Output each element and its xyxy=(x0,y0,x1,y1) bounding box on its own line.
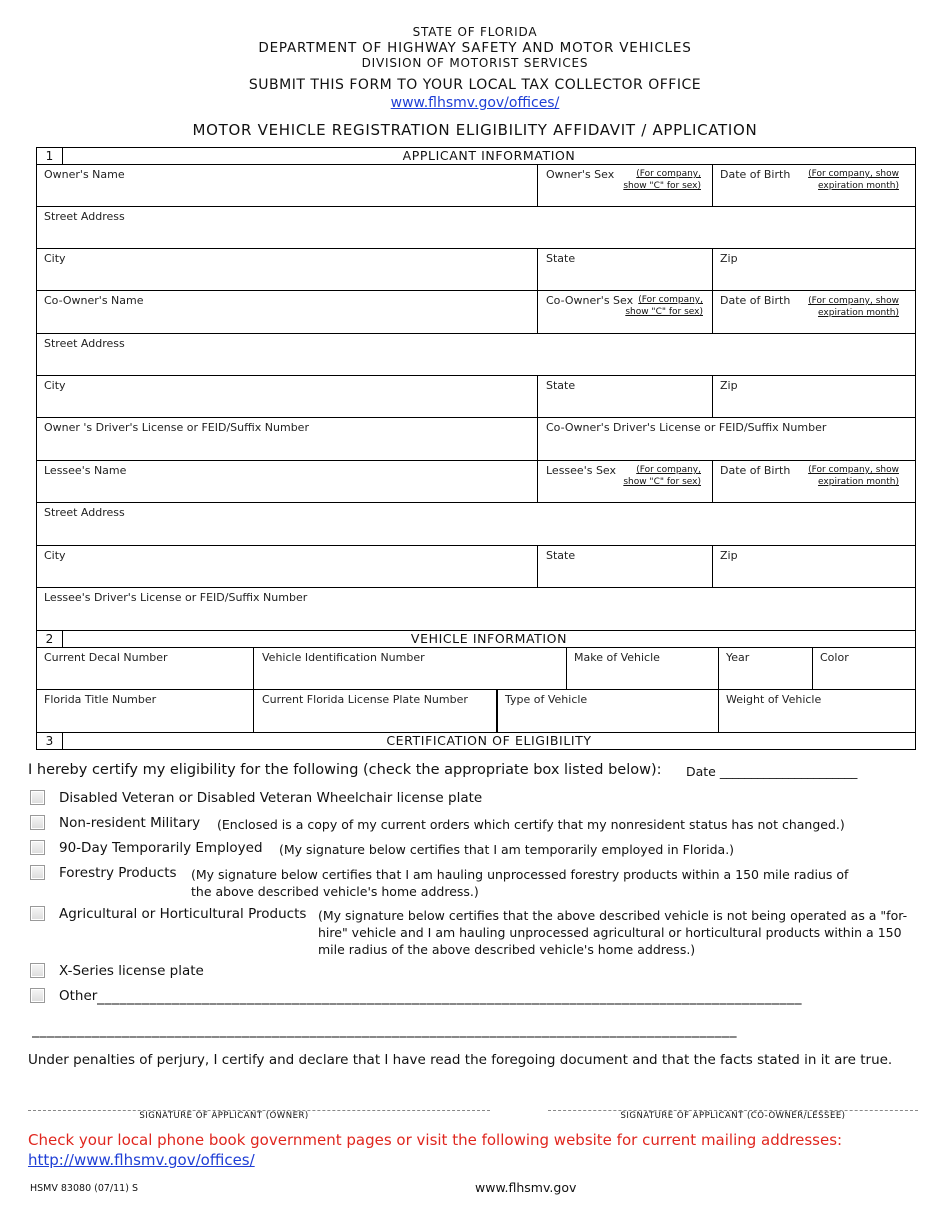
other-line-continued[interactable]: ______________________________________________________________________________________________ xyxy=(32,1022,737,1038)
checkbox-disabled-veteran[interactable] xyxy=(30,790,45,805)
option-label: X-Series license plate xyxy=(59,963,204,979)
footer-site: www.flhsmv.gov xyxy=(475,1180,577,1195)
owner-dob-field[interactable]: Date of Birth (For company, show expiration month) xyxy=(712,164,916,207)
state-heading: STATE OF FLORIDA xyxy=(412,25,538,39)
owner-signature-label: SIGNATURE OF APPLICANT (OWNER) xyxy=(139,1111,309,1121)
option-note: (My signature below certifies that the above described vehicle is not being operated as a "for-hire" vehicle and I am hauling unprocessed agricultural or horticultural products within a 150 mile radius of the above described vehicle's home address.) xyxy=(318,908,908,957)
owner-city-field[interactable]: City xyxy=(36,248,538,291)
lessees-name-field[interactable]: Lessee's Name xyxy=(36,460,538,503)
option-label: 90-Day Temporarily Employed xyxy=(59,840,263,856)
owners-sex-field[interactable]: Owner's Sex (For company, show "C" for sex) xyxy=(537,164,713,207)
section-number: 3 xyxy=(37,733,63,749)
checkbox-other[interactable] xyxy=(30,988,45,1003)
owners-name-field[interactable]: Owner's Name xyxy=(36,164,538,207)
coowners-sex-field[interactable]: Co-Owner's Sex (For company, show "C" for sex) xyxy=(537,290,713,334)
coowner-signature-label: SIGNATURE OF APPLICANT (CO-OWNER/LESSEE) xyxy=(620,1111,846,1121)
section-1-header xyxy=(36,147,916,165)
form-title: MOTOR VEHICLE REGISTRATION ELIGIBILITY AFFIDAVIT / APPLICATION xyxy=(192,121,758,139)
lessee-street-field[interactable]: Street Address xyxy=(36,502,916,546)
lessee-state-field[interactable]: State xyxy=(537,545,713,588)
option-note: (Enclosed is a copy of my current orders which certify that my nonresident status has not changed.) xyxy=(217,817,845,832)
owner-dl-field[interactable]: Owner 's Driver's License or FEID/Suffix Number xyxy=(36,417,538,461)
section-number: 1 xyxy=(37,148,63,164)
option-label: Other xyxy=(59,988,98,1004)
coowner-dob-field[interactable]: Date of Birth (For company, show expiration month) xyxy=(712,290,916,334)
department-heading: DEPARTMENT OF HIGHWAY SAFETY AND MOTOR VEHICLES xyxy=(258,40,692,56)
other-line[interactable]: ______________________________________________________________________________________________ xyxy=(97,989,802,1005)
coowners-name-field[interactable]: Co-Owner's Name xyxy=(36,290,538,334)
lessee-zip-field[interactable]: Zip xyxy=(712,545,916,588)
checkbox-nonresident-military[interactable] xyxy=(30,815,45,830)
coowner-street-field[interactable]: Street Address xyxy=(36,333,916,376)
plate-number-field[interactable]: Current Florida License Plate Number xyxy=(253,689,497,733)
checkbox-temporarily-employed[interactable] xyxy=(30,840,45,855)
certify-statement: I hereby certify my eligibility for the following (check the appropriate box listed below): xyxy=(28,762,662,778)
owner-zip-field[interactable]: Zip xyxy=(712,248,916,291)
section-3-header xyxy=(36,732,916,750)
form-id: HSMV 83080 (07/11) S xyxy=(30,1183,138,1194)
option-label: Agricultural or Horticultural Products xyxy=(59,906,307,922)
lessee-dl-field[interactable]: Lessee's Driver's License or FEID/Suffix Number xyxy=(36,587,916,631)
lessee-dob-field[interactable]: Date of Birth (For company, show expiration month) xyxy=(712,460,916,503)
submit-instruction: SUBMIT THIS FORM TO YOUR LOCAL TAX COLLECTOR OFFICE xyxy=(248,77,702,93)
section-title: APPLICANT INFORMATION xyxy=(402,148,576,163)
perjury-statement: Under penalties of perjury, I certify and declare that I have read the foregoing document and that the facts stated in it are true. xyxy=(28,1052,893,1068)
owner-street-field[interactable]: Street Address xyxy=(36,206,916,249)
make-field[interactable]: Make of Vehicle xyxy=(566,647,719,690)
date-field[interactable]: Date ______________________ xyxy=(686,764,858,779)
section-title: CERTIFICATION OF ELIGIBILITY xyxy=(386,733,592,748)
checkbox-forestry-products[interactable] xyxy=(30,865,45,880)
lessees-sex-field[interactable]: Lessee's Sex (For company, show "C" for sex) xyxy=(537,460,713,503)
section-2-header xyxy=(36,630,916,648)
title-number-field[interactable]: Florida Title Number xyxy=(36,689,254,733)
checkbox-x-series[interactable] xyxy=(30,963,45,978)
checkbox-agricultural-products[interactable] xyxy=(30,906,45,921)
vin-field[interactable]: Vehicle Identification Number xyxy=(253,647,567,690)
vehicle-type-field[interactable]: Type of Vehicle xyxy=(496,689,719,733)
owner-state-field[interactable]: State xyxy=(537,248,713,291)
section-number: 2 xyxy=(37,631,63,647)
option-label: Forestry Products xyxy=(59,865,177,881)
year-field[interactable]: Year xyxy=(718,647,813,690)
offices-url-link[interactable]: http://www.flhsmv.gov/offices/ xyxy=(28,1151,255,1169)
mailing-address-notice: Check your local phone book government pages or visit the following website for current mailing addresses: xyxy=(28,1131,843,1149)
section-title: VEHICLE INFORMATION xyxy=(410,631,568,646)
coowner-zip-field[interactable]: Zip xyxy=(712,375,916,418)
lessee-city-field[interactable]: City xyxy=(36,545,538,588)
coowner-city-field[interactable]: City xyxy=(36,375,538,418)
division-heading: DIVISION OF MOTORIST SERVICES xyxy=(361,56,589,70)
option-label: Disabled Veteran or Disabled Veteran Wheelchair license plate xyxy=(59,790,483,806)
offices-link[interactable]: www.flhsmv.gov/offices/ xyxy=(390,95,560,111)
decal-number-field[interactable]: Current Decal Number xyxy=(36,647,254,690)
option-label: Non-resident Military xyxy=(59,815,201,831)
weight-field[interactable]: Weight of Vehicle xyxy=(718,689,916,733)
option-note: (My signature below certifies that I am hauling unprocessed forestry products within a 150 mile radius of the above described vehicle's home address.) xyxy=(191,867,849,899)
option-note: (My signature below certifies that I am temporarily employed in Florida.) xyxy=(279,842,735,857)
coowner-dl-field[interactable]: Co-Owner's Driver's License or FEID/Suffix Number xyxy=(537,417,916,461)
coowner-state-field[interactable]: State xyxy=(537,375,713,418)
color-field[interactable]: Color xyxy=(812,647,916,690)
